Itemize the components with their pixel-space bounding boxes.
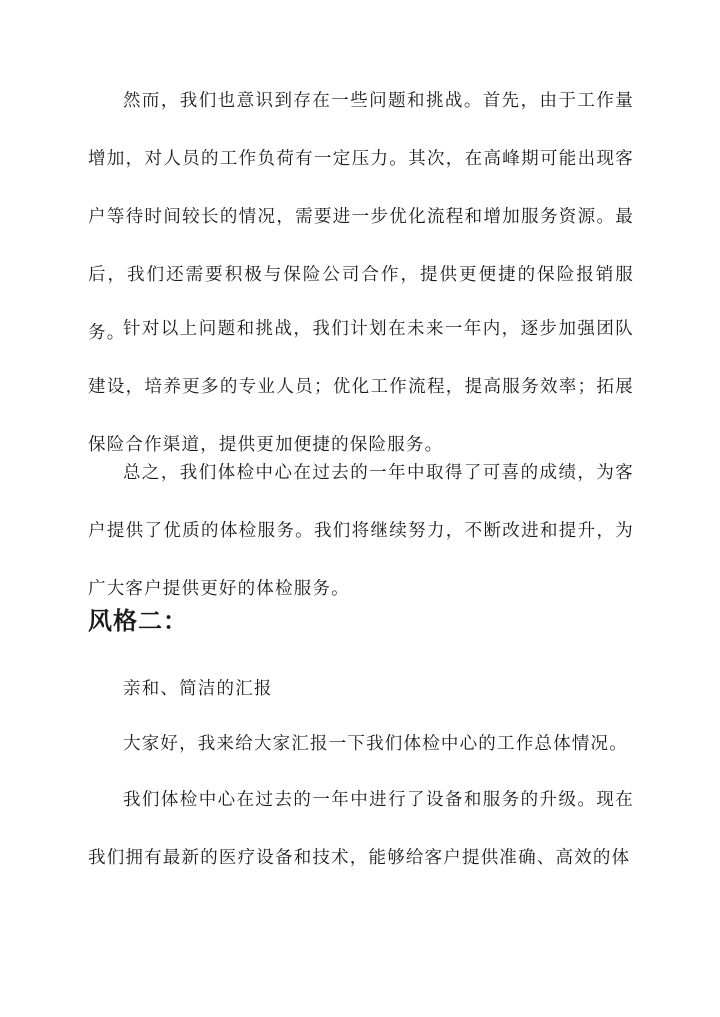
paragraph-challenges: 然而，我们也意识到存在一些问题和挑战。首先，由于工作量增加，对人员的工作负荷有一定压力。其次，在高峰期可能出现客户等待时间较长的情况，需要进一步优化流程和增加服务资源。最后，我们还需要积极与保险公司合作，提供更便捷的保险报销服务。 <box>88 91 634 343</box>
paragraph-upgrade: 我们体检中心在过去的一年中进行了设备和服务的升级。现在我们拥有最新的医疗设备和技术，能够给客户提供准确、高效的体 <box>88 790 634 868</box>
paragraph-plans: 针对以上问题和挑战，我们计划在未来一年内，逐步加强团队建设，培养更多的专业人员；优化工作流程，提高服务效率；拓展保险合作渠道，提供更加便捷的保险服务。 <box>88 319 634 455</box>
style-subtitle: 亲和、简洁的汇报 <box>123 679 273 699</box>
paragraph-greeting: 大家好，我来给大家汇报一下我们体检中心的工作总体情况。 <box>123 734 628 754</box>
paragraph-summary: 总之，我们体检中心在过去的一年中取得了可喜的成绩，为客户提供了优质的体检服务。我们将继续努力，不断改进和提升，为广大客户提供更好的体检服务。 <box>88 463 634 599</box>
section-heading: 风格二： <box>88 606 188 635</box>
